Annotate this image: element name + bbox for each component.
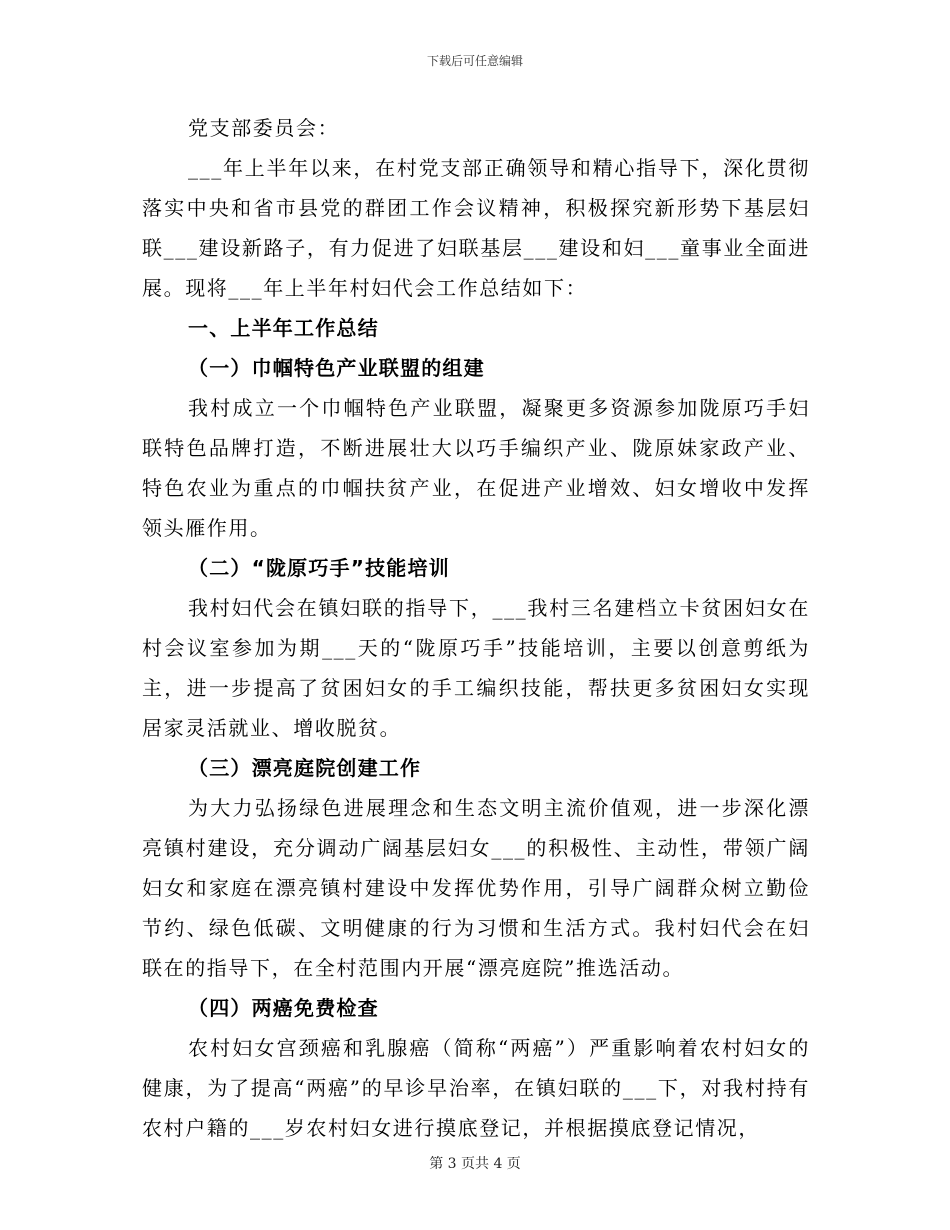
intro-paragraph: ___年上半年以来，在村党支部正确领导和精心指导下，深化贯彻落实中央和省市县党的群团工作会议精神，积极探究新形势下基层妇联___建设新路子，有力促进了妇联基层___建设和妇___童事业全面进展。现将___年上半年村妇代会工作总结如下： — [142, 156, 810, 300]
page-header: 下载后可任意编辑 — [426, 54, 523, 68]
section-heading: 一、上半年工作总结 — [188, 316, 379, 340]
subsection-heading-1: （一）巾帼特色产业联盟的组建 — [188, 356, 485, 380]
document-body — [142, 108, 810, 1148]
subsection-body-4: 农村妇女宫颈癌和乳腺癌（简称“两癌”）严重影响着农村妇女的健康，为了提高“两癌”的早诊早治率，在镇妇联的___下，对我村持有农村户籍的___岁农村妇女进行摸底登记，并根据摸底登记情况， — [142, 1036, 810, 1140]
subsection-body-2: 我村妇代会在镇妇联的指导下，___我村三名建档立卡贫困妇女在村会议室参加为期___天的“陇原巧手”技能培训，主要以创意剪纸为主，进一步提高了贫困妇女的手工编织技能，帮扶更多贫困妇女实现居家灵活就业、增收脱贫。 — [142, 596, 810, 740]
subsection-heading-4: （四）两癌免费检查 — [188, 996, 379, 1020]
subsection-heading-2: （二）“陇原巧手”技能培训 — [188, 556, 450, 580]
subsection-heading-3: （三）漂亮庭院创建工作 — [188, 756, 422, 780]
subsection-body-1: 我村成立一个巾帼特色产业联盟，凝聚更多资源参加陇原巧手妇联特色品牌打造，不断进展壮大以巧手编织产业、陇原妹家政产业、特色农业为重点的巾帼扶贫产业，在促进产业增效、妇女增收中发挥领头雁作用。 — [142, 396, 810, 540]
salutation: 党支部委员会： — [188, 116, 340, 140]
subsection-body-3: 为大力弘扬绿色进展理念和生态文明主流价值观，进一步深化漂亮镇村建设，充分调动广阔基层妇女___的积极性、主动性，带领广阔妇女和家庭在漂亮镇村建设中发挥优势作用，引导广阔群众树立勤俭节约、绿色低碳、文明健康的行为习惯和生活方式。我村妇代会在妇联在的指导下，在全村范围内开展“漂亮庭院”推选活动。 — [142, 796, 810, 980]
page-footer: 第 3 页共 4 页 — [429, 1156, 521, 1172]
